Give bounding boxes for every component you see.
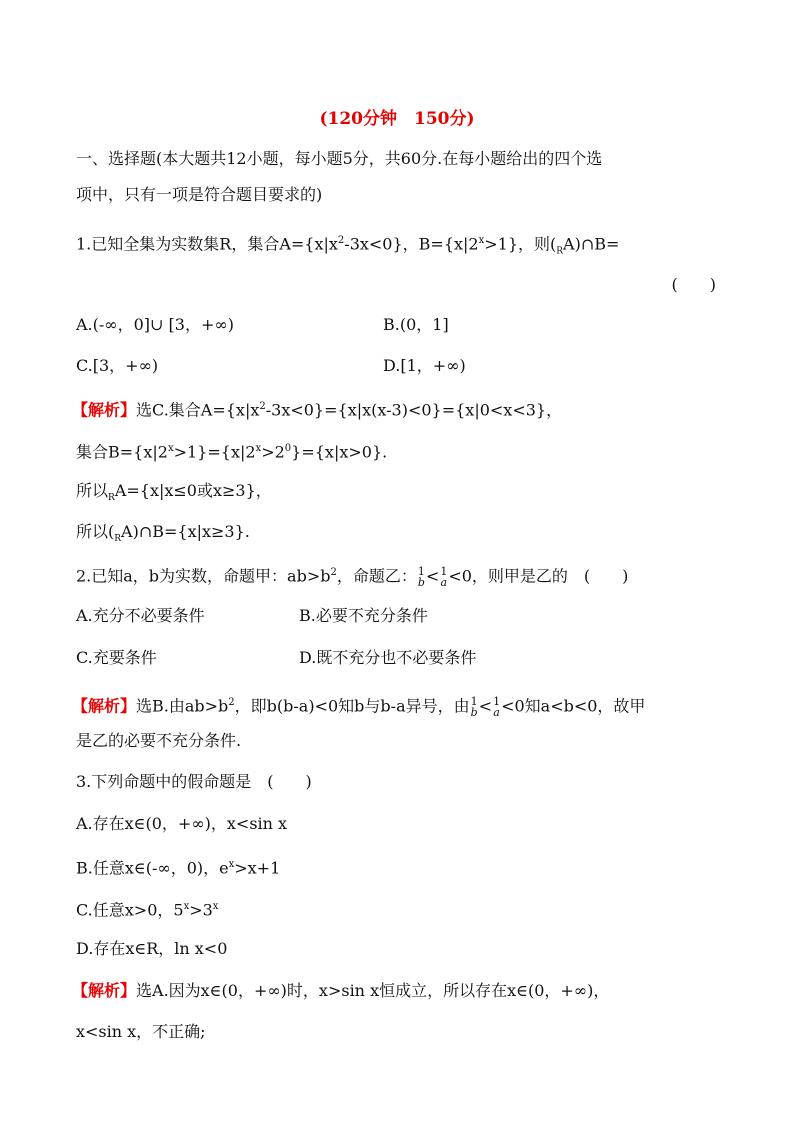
- fraction-1-over-a: 1 a: [493, 694, 501, 719]
- question-1-solution-line4: 所以$(_RA)\cap B=\{x|x\ge 3\}$.: [76, 522, 250, 545]
- question-3-solution-line2: x<sin x，不正确;: [76, 1022, 206, 1041]
- answer-blank: ( ): [671, 275, 716, 294]
- question-3-option-c: C.任意x>0，$5^x>3^x$: [76, 900, 219, 920]
- question-2-option-d: D.既不充分也不必要条件: [299, 648, 477, 667]
- fraction-1-over-b: 1 b: [417, 564, 425, 589]
- question-1-stem: 1.已知全集为实数集R，集合$A=\{x|x^2-3x<0\}$，$B=\{x|2^x>1\}$，则$(_RA)\cap B=$: [76, 234, 620, 257]
- question-1-solution-line1: 【解析】选C.集合$A=\{x|x^2-3x<0\}=\{x|x(x-3)<0\}=\{x|0<x<3\}$，: [72, 400, 563, 420]
- question-1-option-d: D.[1，+∞): [383, 356, 466, 375]
- section-heading-line2: 项中，只有一项是符合题目要求的): [76, 185, 323, 204]
- question-2-option-c: C.充要条件: [76, 648, 157, 667]
- fraction-1-over-b: 1 b: [470, 694, 478, 719]
- question-1-option-c: C.[3，+∞): [76, 356, 159, 375]
- question-3-option-b: B.任意x∈(-∞，0)，$e^x>x+1$: [76, 858, 281, 878]
- question-2-solution-line1: 【解析】选B.由$ab>b^2$，即b(b-a)<0知b与b-a异号，由 1 b < 1 a <0知a<b<0，故甲: [72, 694, 646, 719]
- solution-tag: 【解析】: [72, 696, 137, 716]
- solution-tag: 【解析】: [72, 400, 137, 420]
- question-1-solution-line3: 所以$_R$A={x|x≤0或x≥3}，: [76, 481, 272, 504]
- fraction-1-over-a: 1 a: [440, 564, 448, 589]
- page-header: (120分钟 150分): [319, 109, 475, 129]
- question-3-stem: 3.下列命题中的假命题是 ( ): [76, 772, 312, 791]
- question-2-solution-line2: 是乙的必要不充分条件.: [76, 731, 242, 750]
- question-3-option-d: D.存在x∈R，ln x<0: [76, 939, 228, 958]
- section-heading-line1: 一、选择题(本大题共12小题，每小题5分，共60分.在每小题给出的四个选: [76, 149, 603, 168]
- question-3-solution-line1: 【解析】选A.因为x∈(0，+∞)时，x>sin x恒成立，所以存在x∈(0，+∞)，: [72, 981, 610, 1000]
- question-2-stem: 2.已知a，b为实数，命题甲：$ab>b^2$，命题乙： 1 b < 1 a <0，则甲是乙的 ( ): [76, 564, 629, 589]
- question-3-option-a: A.存在x∈(0，+∞)，x<sin x: [76, 814, 288, 833]
- question-1-option-b: B.(0，1]: [383, 315, 449, 334]
- question-1-solution-line2: 集合$B=\{x|2^x>1\}=\{x|2^x>2^0\}=\{x|x>0\}$.: [76, 442, 388, 462]
- solution-tag: 【解析】: [72, 981, 137, 1000]
- question-1-option-a: A.(-∞，0]∪ [3，+∞): [76, 315, 234, 334]
- question-2-option-b: B.必要不充分条件: [299, 606, 428, 625]
- question-2-option-a: A.充分不必要条件: [76, 606, 205, 625]
